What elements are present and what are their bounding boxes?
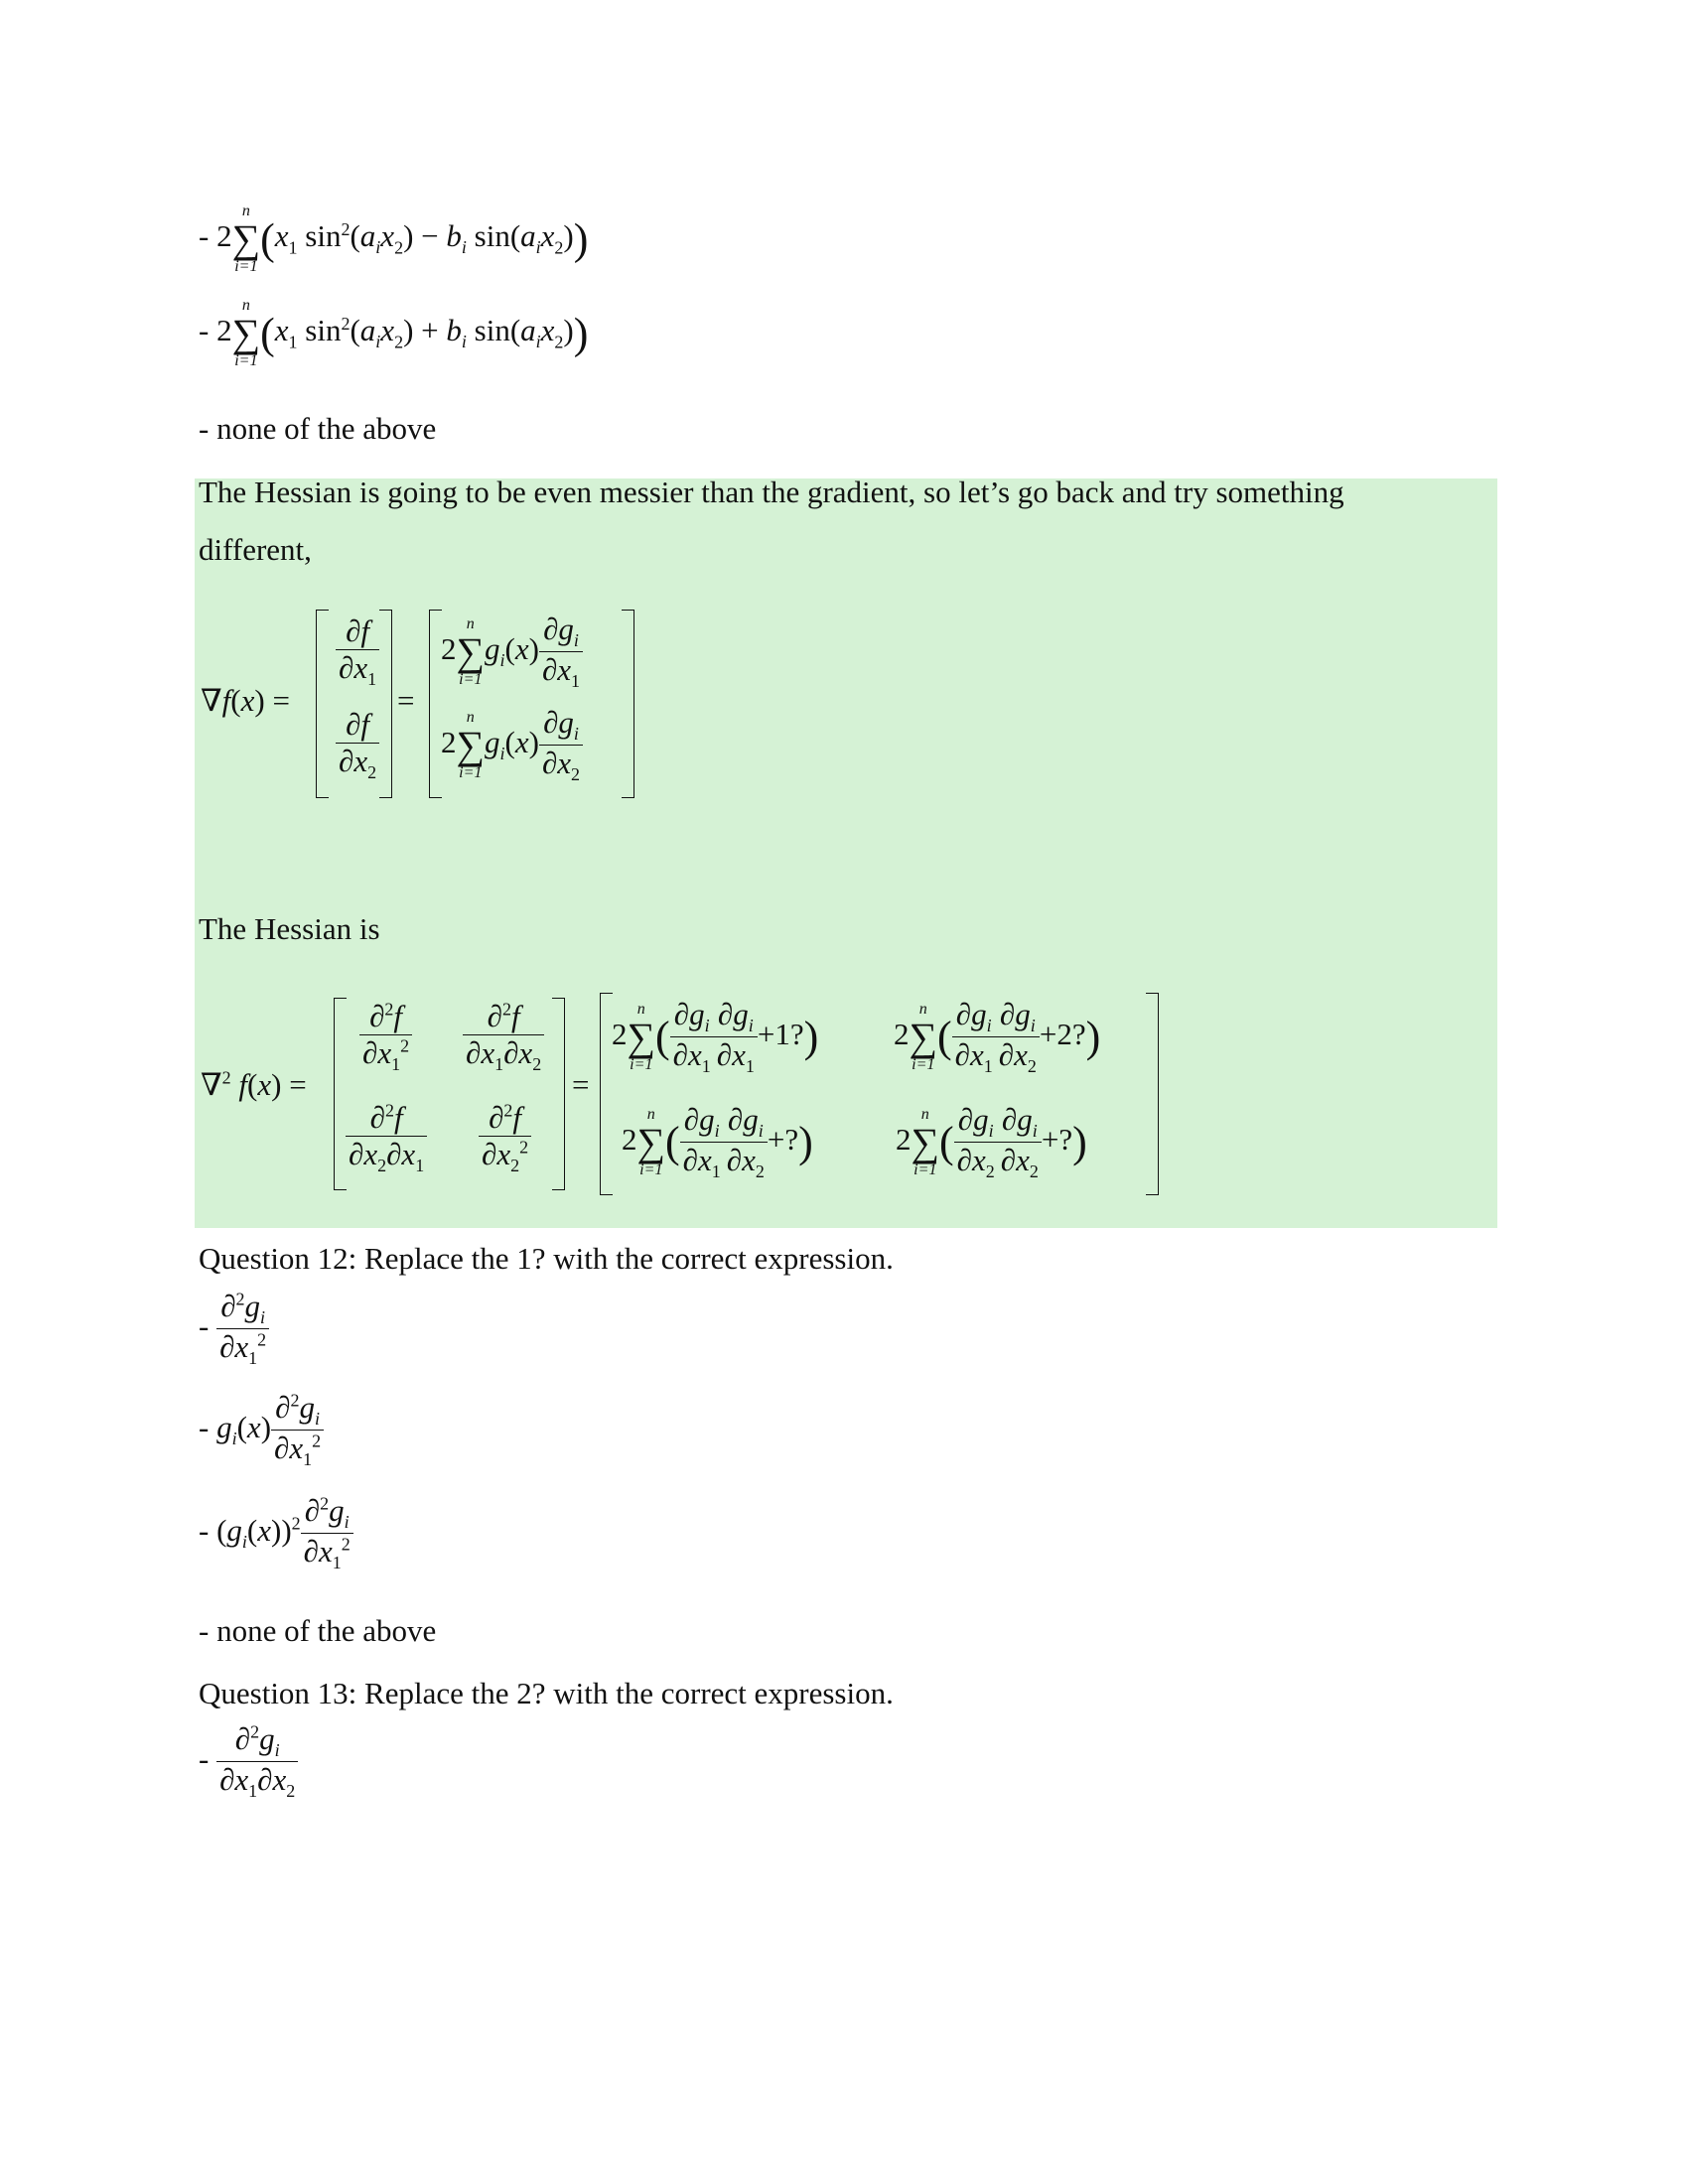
placeholder-1: 1? bbox=[774, 1016, 804, 1051]
q12-option-a[interactable]: - $\frac{\partial^2g_i}{\partial x_1^2}$ bbox=[199, 1289, 269, 1369]
placeholder-4: ? bbox=[1058, 1121, 1073, 1157]
hessian-lhs: ∇$^2$ f(x) = bbox=[201, 1067, 307, 1102]
option-a[interactable]: - 2 n ∑ i=1 ($x_1$ $\sin^2(a_ix_2) - b_i$ $\sin(a_ix_2)$) bbox=[199, 203, 589, 275]
d2f-dx2-2: $\frac{\partial^2f}{\partial x_2^2}$ bbox=[479, 1100, 531, 1176]
df-dx2: $\frac{\partial f}{\partial x_2}$ bbox=[336, 707, 379, 783]
placeholder-3: ? bbox=[784, 1121, 799, 1157]
sum-symbol: n ∑ i=1 bbox=[231, 297, 261, 369]
grad-row-2: 2 n ∑ i=1 $g_i(x)$ $\frac{\partial g_i}{\partial x_2}$ bbox=[441, 705, 583, 785]
placeholder-2: 2? bbox=[1056, 1016, 1086, 1051]
hessian-entry-11: 2 n ∑ i=1 ( $\frac{\partial g_i}{\partial x_1}$ $\frac{\partial g_i}{\partial x_1}$ +1?) bbox=[612, 997, 819, 1077]
hessian-entry-12: 2 n ∑ i=1 ( $\frac{\partial g_i}{\partial x_1}$ $\frac{\partial g_i}{\partial x_2}$ +2?) bbox=[894, 997, 1101, 1077]
gradient-right-bracket-close bbox=[622, 610, 634, 798]
q12-option-c[interactable]: - $(g_i(x))^2$ $\frac{\partial^2g_i}{\partial x_1^2}$ bbox=[199, 1493, 353, 1573]
gradient-left-bracket-close bbox=[379, 610, 392, 798]
sum-symbol: n ∑ i=1 bbox=[231, 203, 261, 275]
question-13: Question 13: Replace the 2? with the correct expression. bbox=[199, 1676, 894, 1710]
hessian-entry-22: 2 n ∑ i=1 ( $\frac{\partial g_i}{\partial x_2}$ $\frac{\partial g_i}{\partial x_2}$ +?) bbox=[896, 1102, 1087, 1182]
hessian-left-bracket-close bbox=[552, 998, 565, 1190]
grad-row-1: 2 n ∑ i=1 $g_i(x)$ $\frac{\partial g_i}{\partial x_1}$ bbox=[441, 612, 583, 692]
hessian-label: The Hessian is bbox=[199, 911, 380, 946]
q12-option-b[interactable]: - $g_i(x)$ $\frac{\partial^2g_i}{\partial x_1^2}$ bbox=[199, 1390, 324, 1470]
d2f-dx1dx2: $\frac{\partial^2f}{\partial x_1\partial x_2}$ bbox=[463, 999, 544, 1075]
hessian-right-bracket-close bbox=[1146, 993, 1159, 1195]
intro-line-1: The Hessian is going to be even messier than the gradient, so let’s go back and try something bbox=[199, 475, 1344, 509]
option-b[interactable]: - 2 n ∑ i=1 ($x_1$ $\sin^2(a_ix_2) + b_i$ $\sin(a_ix_2)$) bbox=[199, 297, 589, 369]
q13-option-a[interactable]: - $\frac{\partial^2g_i}{\partial x_1\partial x_2}$ bbox=[199, 1721, 298, 1802]
question-12: Question 12: Replace the 1? with the correct expression. bbox=[199, 1241, 894, 1276]
equals-2: = bbox=[572, 1067, 590, 1102]
gradient-left-bracket bbox=[316, 610, 329, 798]
option-none-above[interactable]: - none of the above bbox=[199, 411, 437, 446]
hessian-entry-21: 2 n ∑ i=1 ( $\frac{\partial g_i}{\partial x_1}$ $\frac{\partial g_i}{\partial x_2}$ +?) bbox=[622, 1102, 813, 1182]
q12-option-none[interactable]: - none of the above bbox=[199, 1613, 437, 1648]
intro-line-2: different, bbox=[199, 532, 312, 567]
d2f-dx2dx1: $\frac{\partial^2f}{\partial x_2\partial x_1}$ bbox=[346, 1100, 427, 1176]
equals-1: = bbox=[397, 683, 415, 718]
df-dx1: $\frac{\partial f}{\partial x_1}$ bbox=[336, 614, 379, 690]
gradient-lhs: ∇f(x) = bbox=[201, 683, 290, 718]
d2f-dx1-2: $\frac{\partial^2f}{\partial x_1^2}$ bbox=[359, 999, 412, 1075]
